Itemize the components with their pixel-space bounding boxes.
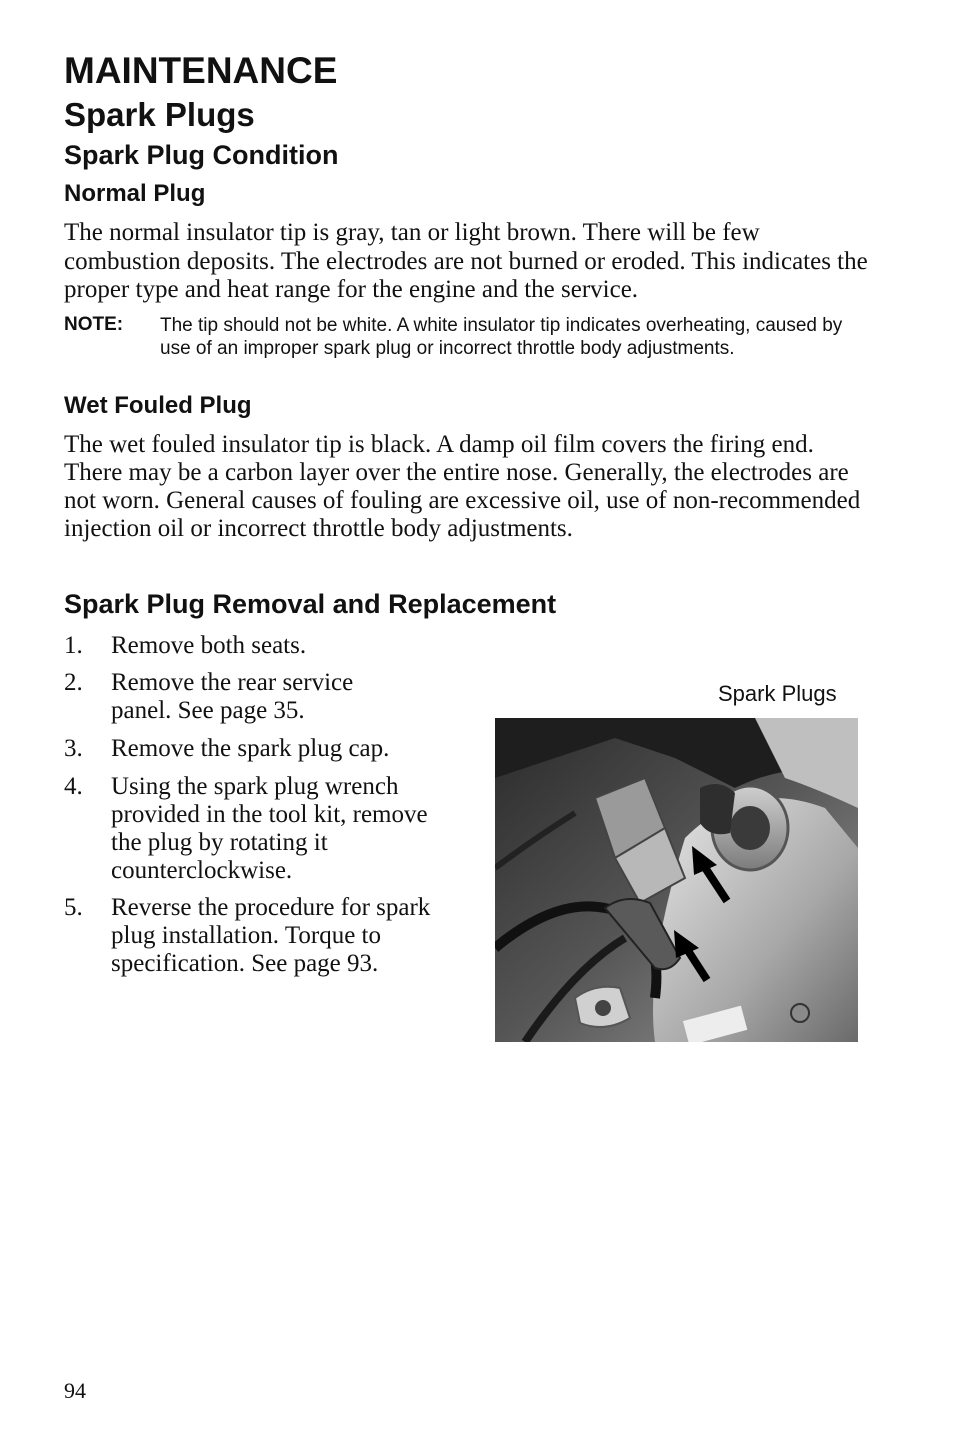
step-text: Remove the spark plug cap.	[111, 735, 390, 762]
step-number: 2.	[64, 669, 83, 696]
note-text: The tip should not be white. A white insulator tip indicates overheating, caused by use of an improper spark plug or incorrect throttle body adjustments.	[160, 315, 843, 359]
spark-plugs-photo	[495, 718, 858, 1042]
list-item	[64, 735, 454, 763]
step-number: 1.	[64, 632, 83, 659]
step-number: 5.	[64, 894, 83, 921]
chapter-title: MAINTENANCE	[64, 50, 338, 91]
list-item	[64, 669, 394, 725]
heading-normal-plug: Normal Plug	[64, 180, 206, 207]
figure-caption: Spark Plugs	[718, 681, 837, 706]
section-title: Spark Plugs	[64, 96, 255, 133]
step-text: Remove both seats.	[111, 632, 307, 659]
page-number: 94	[64, 1378, 86, 1403]
list-item	[64, 632, 454, 660]
list-item	[64, 773, 440, 885]
list-item	[64, 894, 434, 978]
subsection-heading-removal: Spark Plug Removal and Replacement	[64, 589, 557, 619]
step-number: 4.	[64, 773, 83, 800]
step-text: Reverse the procedure for spark plug installation. Torque to specification. See page 93.	[111, 894, 431, 977]
heading-wet-fouled-plug: Wet Fouled Plug	[64, 392, 252, 419]
paragraph-wet-fouled-plug: The wet fouled insulator tip is black. A damp oil film covers the firing end. There may be a carbon layer over the entire nose. Generally, the electrodes are not worn. General causes of fouling are excessive oil, use of non-recommended injection oil or incorrect throttle body adjustments.	[64, 431, 861, 542]
paragraph-normal-plug: The normal insulator tip is gray, tan or light brown. There will be few combustion deposits. The electrodes are not burned or eroded. This indicates the proper type and heat range for the engine and the service.	[64, 219, 868, 303]
step-number: 3.	[64, 735, 83, 762]
step-text: Remove the rear service panel. See page 35.	[111, 669, 354, 724]
step-text: Using the spark plug wrench provided in the tool kit, remove the plug by rotating it counterclockwise.	[111, 773, 428, 884]
subsection-heading-condition: Spark Plug Condition	[64, 140, 339, 170]
note-label: NOTE:	[64, 314, 124, 335]
